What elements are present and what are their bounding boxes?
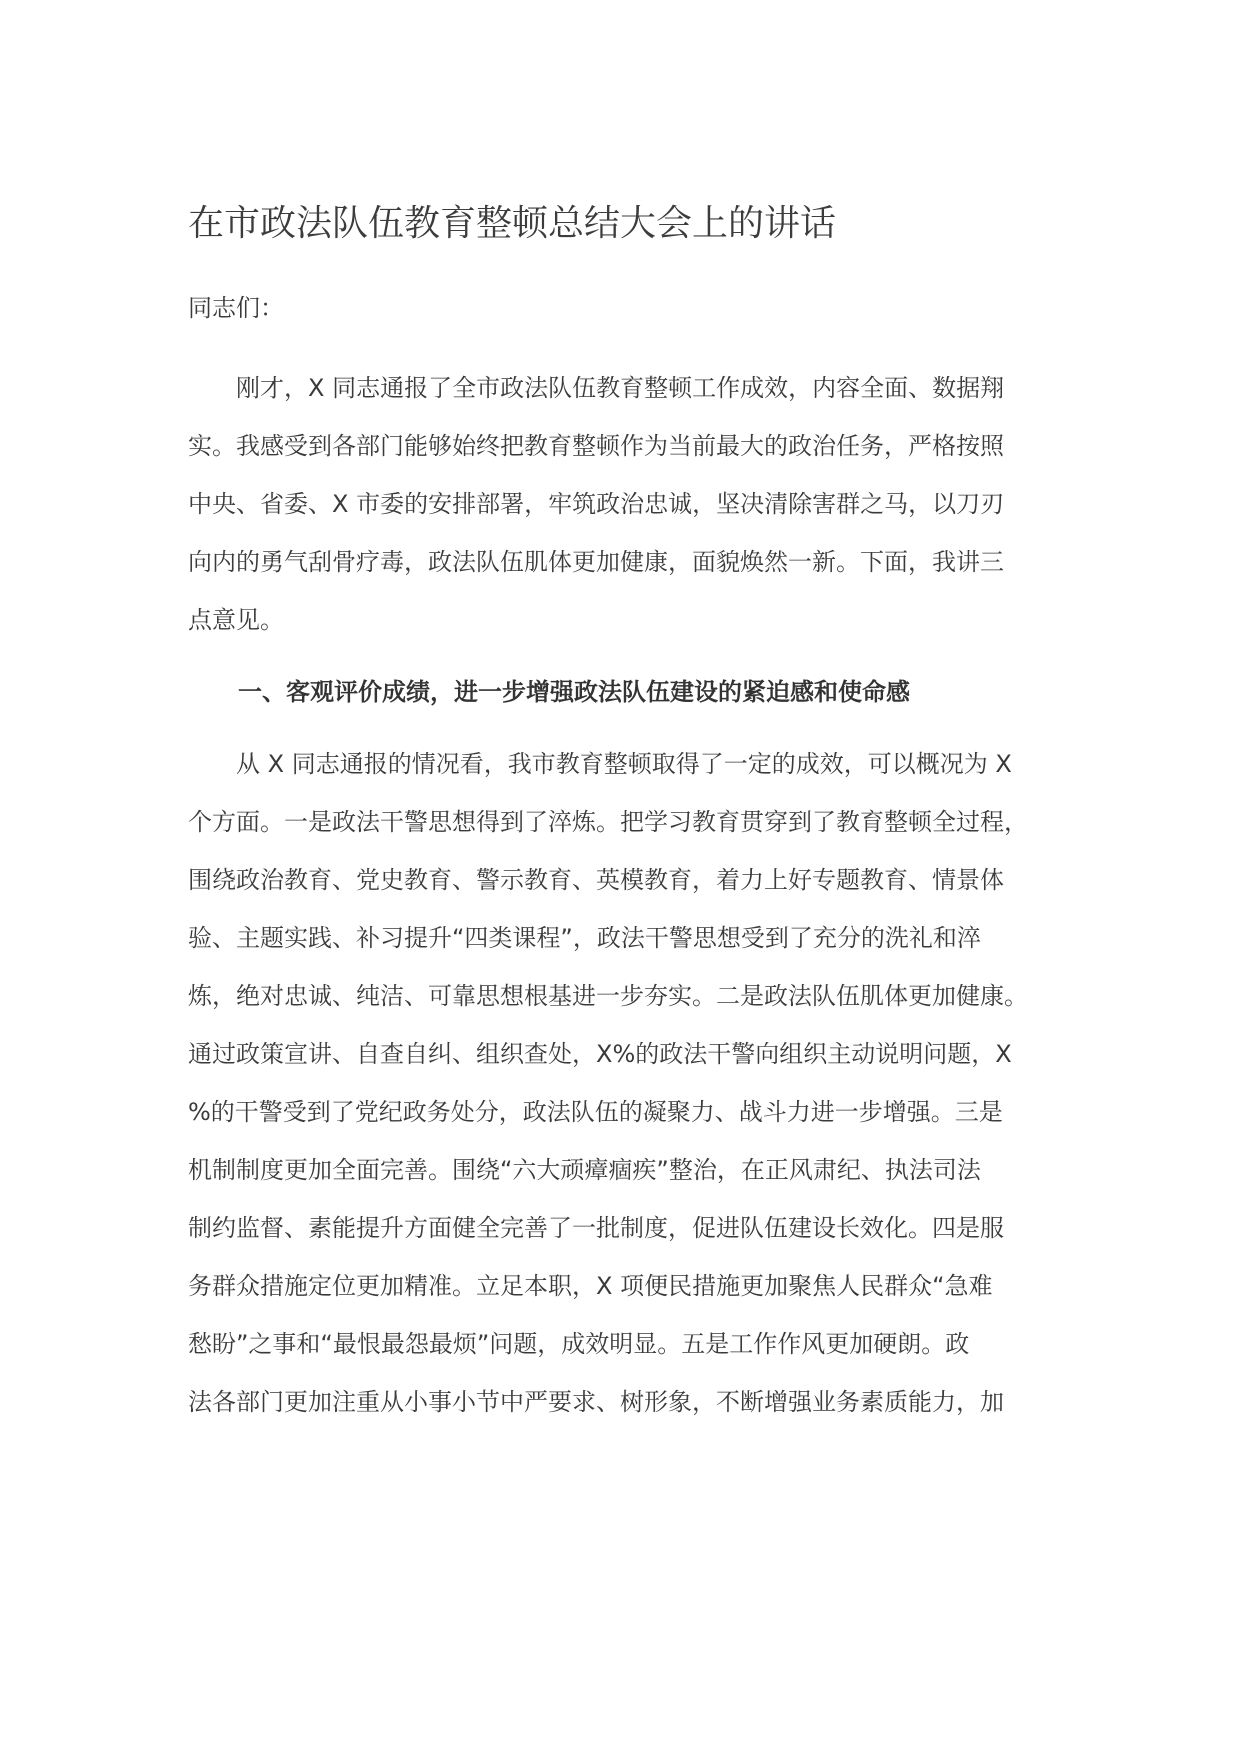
paragraph-line: 炼，绝对忠诚、纯洁、可靠思想根基进一步夯实。二是政法队伍肌体更加健康。 bbox=[188, 982, 1028, 1010]
paragraph-line: 中央、省委、X 市委的安排部署，牢筑政治忠诚，坚决清除害群之马，以刀刃 bbox=[188, 490, 1005, 518]
document-title: 在市政法队伍教育整顿总结大会上的讲话 bbox=[188, 203, 837, 244]
paragraph-line: 法各部门更加注重从小事小节中严要求、树形象，不断增强业务素质能力，加 bbox=[188, 1388, 1004, 1416]
paragraph-line: 验、主题实践、补习提升“四类课程”，政法干警思想受到了充分的洗礼和淬 bbox=[188, 924, 981, 952]
salutation: 同志们： bbox=[188, 294, 284, 322]
paragraph-line: 愁盼”之事和“最恨最怨最烦”问题，成效明显。五是工作作风更加硬朗。政 bbox=[188, 1330, 970, 1358]
paragraph-line: 围绕政治教育、党史教育、警示教育、英模教育，着力上好专题教育、情景体 bbox=[188, 866, 1004, 894]
paragraph-line: %的干警受到了党纪政务处分，政法队伍的凝聚力、战斗力进一步增强。三是 bbox=[188, 1098, 1003, 1126]
paragraph-line: 个方面。一是政法干警思想得到了淬炼。把学习教育贯穿到了教育整顿全过程， bbox=[188, 808, 1028, 836]
paragraph-line: 从 X 同志通报的情况看，我市教育整顿取得了一定的成效，可以概况为 X bbox=[188, 750, 1012, 778]
paragraph-line: 通过政策宣讲、自查自纠、组织查处，X%的政法干警向组织主动说明问题，X bbox=[188, 1040, 1012, 1068]
section-heading: 一、客观评价成绩，进一步增强政法队伍建设的紧迫感和使命感 bbox=[238, 678, 910, 706]
paragraph-line: 向内的勇气刮骨疗毒，政法队伍肌体更加健康，面貌焕然一新。下面，我讲三 bbox=[188, 548, 1004, 576]
paragraph-line: 机制制度更加全面完善。围绕“六大顽瘴痼疾”整治，在正风肃纪、执法司法 bbox=[188, 1156, 981, 1184]
paragraph-line: 点意见。 bbox=[188, 606, 284, 634]
paragraph-line: 实。我感受到各部门能够始终把教育整顿作为当前最大的政治任务，严格按照 bbox=[188, 432, 1004, 460]
paragraph-line: 刚才，X 同志通报了全市政法队伍教育整顿工作成效，内容全面、数据翔 bbox=[188, 374, 1005, 402]
paragraph-line: 制约监督、素能提升方面健全完善了一批制度，促进队伍建设长效化。四是服 bbox=[188, 1214, 1004, 1242]
paragraph-line: 务群众措施定位更加精准。立足本职，X 项便民措施更加聚焦人民群众“急难 bbox=[188, 1272, 993, 1300]
